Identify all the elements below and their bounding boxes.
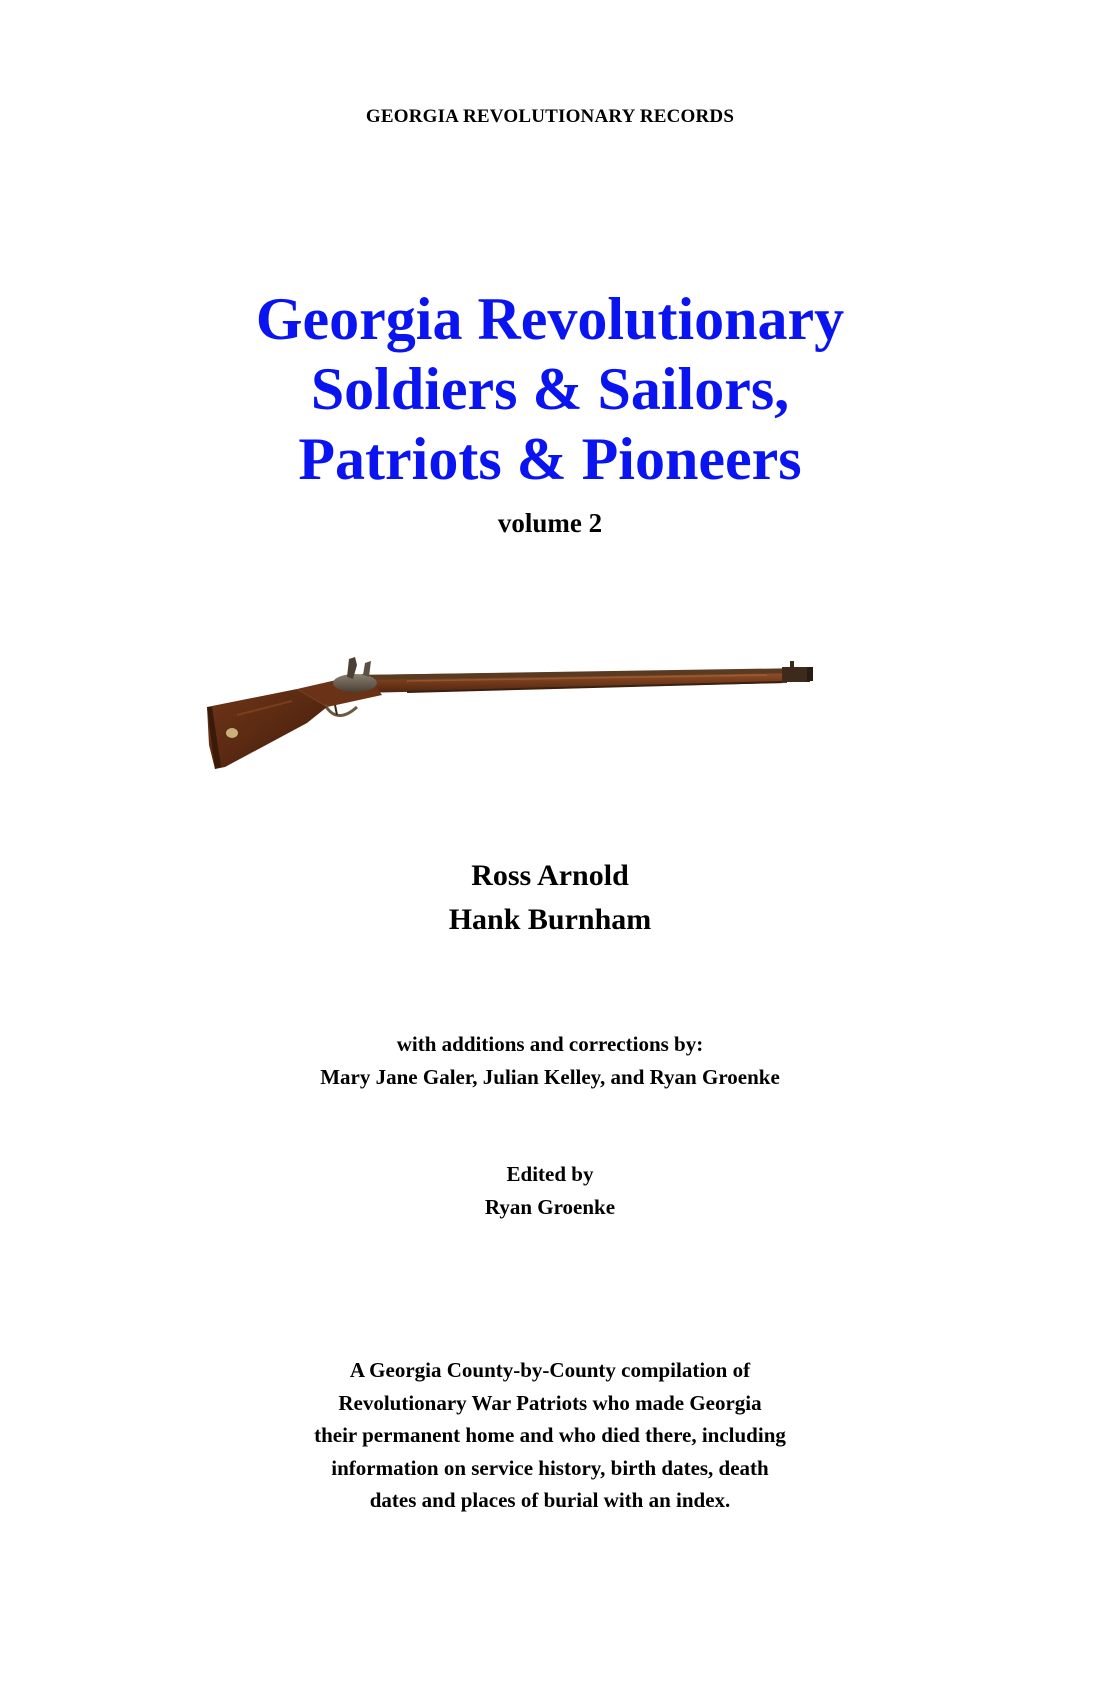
author-name: Hank Burnham xyxy=(448,903,652,936)
flintlock-rifle-image xyxy=(207,645,829,785)
editor-lead: Edited by xyxy=(506,1162,594,1186)
authors xyxy=(0,854,1100,942)
editor-name: Ryan Groenke xyxy=(484,1195,616,1219)
contributors-names: Mary Jane Galer, Julian Kelley, and Ryan Groenke xyxy=(320,1065,780,1089)
author-name: Ross Arnold xyxy=(471,859,629,892)
editor xyxy=(0,1158,1100,1224)
contributors xyxy=(0,1028,1100,1094)
series-heading: GEORGIA REVOLUTIONARY RECORDS xyxy=(365,106,735,127)
description-line: dates and places of burial with an index. xyxy=(369,1488,731,1512)
description-line: Revolutionary War Patriots who made Georgia xyxy=(338,1390,762,1415)
description-line: their permanent home and who died there, including xyxy=(314,1423,786,1447)
description-line: information on service history, birth dates, death xyxy=(331,1455,769,1480)
book-description xyxy=(0,1354,1100,1517)
contributors-lead: with additions and corrections by: xyxy=(396,1032,704,1056)
description-line: A Georgia County-by-County compilation of xyxy=(349,1358,751,1382)
book-title xyxy=(0,284,1100,494)
title-line-1: Georgia Revolutionary xyxy=(255,286,845,352)
volume-label: volume 2 xyxy=(497,508,603,538)
title-line-2: Soldiers & Sailors, xyxy=(310,356,790,422)
title-line-3: Patriots & Pioneers xyxy=(298,426,802,492)
